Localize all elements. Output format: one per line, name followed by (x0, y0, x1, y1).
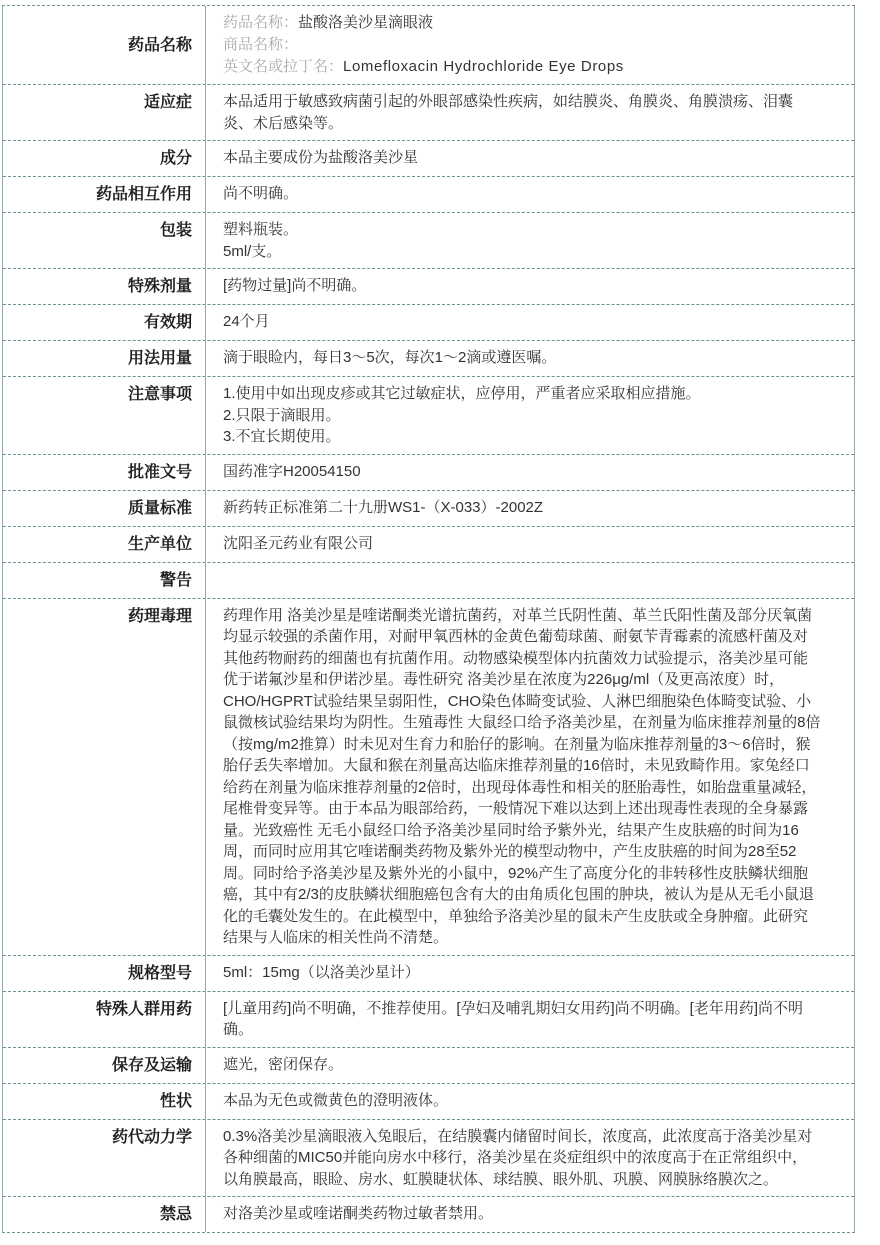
packaging-line: 塑料瓶装。 (223, 221, 299, 238)
row-label: 用法用量 (3, 341, 206, 376)
row-label: 药代动力学 (3, 1120, 206, 1197)
row-content: 国药准字H20054150 (223, 462, 361, 480)
row-content: 尚不明确。 (223, 185, 299, 202)
row-content: 沈阳圣元药业有限公司 (223, 534, 374, 552)
row-label: 质量标准 (3, 491, 206, 526)
row-content: 24个月 (223, 313, 270, 330)
row-label: 生产单位 (3, 527, 206, 562)
table-row-precautions (3, 376, 854, 454)
row-label: 特殊剂量 (3, 269, 206, 304)
field-key: 药品名称： (223, 14, 299, 31)
row-content: 遮光，密闭保存。 (223, 1055, 344, 1073)
row-content: 5ml：15mg（以洛美沙星计） (223, 963, 420, 981)
table-row-pharmacokinetics (3, 1119, 854, 1197)
field-value: Lomefloxacin Hydrochloride Eye Drops (343, 58, 624, 75)
row-label: 适应症 (3, 85, 206, 140)
table-row-contraindications (3, 1196, 854, 1232)
precaution-line: 1.使用中如出现皮疹或其它过敏症状，应停用，严重者应采取相应措施。 (223, 385, 701, 402)
row-content: [药物过量]尚不明确。 (223, 277, 367, 294)
row-label: 有效期 (3, 305, 206, 340)
drug-info-table (2, 5, 855, 1233)
english-name-line (223, 56, 821, 78)
field-value: 盐酸洛美沙星滴眼液 (298, 14, 434, 31)
row-content (206, 6, 854, 84)
row-content: 新药转正标准第二十九册WS1-（X-033）-2002Z (223, 498, 544, 516)
row-label: 规格型号 (3, 956, 206, 991)
table-row-drug-name (3, 6, 854, 84)
table-row-dosage-usage (3, 340, 854, 376)
table-row-specification (3, 955, 854, 991)
row-label: 包装 (3, 213, 206, 268)
table-row-ingredients (3, 140, 854, 176)
table-row-drug-interactions (3, 176, 854, 212)
field-key: 英文名或拉丁名： (223, 58, 344, 75)
row-label: 禁忌 (3, 1197, 206, 1232)
drug-name-line (223, 12, 821, 34)
precaution-line: 3.不宜长期使用。 (223, 428, 341, 445)
row-label: 性状 (3, 1084, 206, 1119)
table-row-manufacturer (3, 526, 854, 562)
row-label: 药品相互作用 (3, 177, 206, 212)
table-row-storage-transport (3, 1047, 854, 1083)
table-row-special-populations (3, 991, 854, 1047)
table-row-pharmacology-toxicology (3, 598, 854, 955)
table-row-quality-standard (3, 490, 854, 526)
row-content: 本品主要成份为盐酸洛美沙星 (223, 149, 419, 166)
row-content (206, 563, 854, 598)
row-content (206, 377, 854, 454)
table-row-indications (3, 84, 854, 140)
table-row-special-dosage (3, 268, 854, 304)
row-content: 对洛美沙星或喹诺酮类药物过敏者禁用。 (223, 1205, 494, 1222)
row-content: 本品适用于敏感致病菌引起的外眼部感染性疾病，如结膜炎、角膜炎、角膜溃疡、泪囊炎、术后感染等。 (223, 93, 794, 132)
packaging-line: 5ml/支。 (223, 242, 282, 260)
trade-name-line (223, 34, 821, 56)
field-key: 商品名称： (223, 36, 299, 53)
row-label: 批准文号 (3, 455, 206, 490)
row-content: 本品为无色或微黄色的澄明液体。 (223, 1091, 449, 1109)
table-row-approval-number (3, 454, 854, 490)
row-label: 成分 (3, 141, 206, 176)
row-content (206, 213, 854, 268)
table-row-warning (3, 562, 854, 598)
row-content: 药理作用 洛美沙星是喹诺酮类光谱抗菌药，对革兰氏阴性菌、革兰氏阳性菌及部分厌氧菌均显示较强的杀菌作用，对耐甲氧西林的金黄色葡萄球菌、耐氨苄青霉素的流感杆菌及对其他药物耐药的细菌也有抗菌作用。动物感染模型体内抗菌效力试验提示，洛美沙星可能优于诺氟沙星和伊诺沙星。毒性研究 洛美沙星在浓度为226μg/ml（及更高浓度）时，CHO/HGPRT试验结果呈弱阳性，CHO染色体畸变试验、人淋巴细胞染色体畸变试验、小鼠微核试验结果均为阴性。生殖毒性 大鼠经口给予洛美沙星，在剂量为临床推荐剂量的8倍（按mg/m2推算）时未见对生育力和胎仔的影响。在剂量为临床推荐剂量的3～6倍时，猴胎仔丢失率增加。大鼠和猴在剂量高达临床推荐剂量的16倍时，未见致畸作用。家兔经口给药在剂量为临床推荐剂量的2倍时，出现母体毒性和相关的胚胎毒性，如胎盘重量减轻，尾椎骨变异等。由于本品为眼部给药，一般情况下难以达到上述出现毒性表现的全身暴露量。光致癌性 无毛小鼠经口给予洛美沙星同时给予紫外光，结果产生皮肤癌的时间为16周，而同时应用其它喹诺酮类药物及紫外光的模型动物中，产生皮肤癌的时间为28至52周。同时给予洛美沙星及紫外光的小鼠中，92%产生了高度分化的非转移性皮肤鳞状细胞癌，其中有2/3的皮肤鳞状细胞癌包含有大的由角质化包围的肿块，被认为是从无毛小鼠退化的毛囊处发生的。在此模型中，单独给予洛美沙星的鼠未产生皮肤或全身肿瘤。此研究结果与人临床的相关性尚不清楚。 (223, 606, 821, 946)
row-content: 0.3%洛美沙星滴眼液入兔眼后，在结膜囊内储留时间长，浓度高，此浓度高于洛美沙星对各种细菌的MIC50并能向房水中移行，洛美沙星在炎症组织中的浓度高于在正常组织中，以角膜最高，眼睑、房水、虹膜睫状体、球结膜、眼外肌、巩膜、网膜脉络膜次之。 (223, 1127, 813, 1188)
row-content: [儿童用药]尚不明确，不推荐使用。[孕妇及哺乳期妇女用药]尚不明确。[老年用药]尚不明确。 (223, 999, 804, 1038)
row-label: 药品名称 (3, 6, 206, 84)
precaution-line: 2.只限于滴眼用。 (223, 406, 341, 424)
row-label: 警告 (3, 563, 206, 598)
row-label: 药理毒理 (3, 599, 206, 955)
table-row-appearance (3, 1083, 854, 1119)
table-row-shelf-life (3, 304, 854, 340)
row-label: 特殊人群用药 (3, 992, 206, 1047)
row-content: 滴于眼睑内，每日3～5次，每次1～2滴或遵医嘱。 (223, 349, 557, 366)
row-label: 注意事项 (3, 377, 206, 454)
table-row-packaging (3, 212, 854, 268)
row-label: 保存及运输 (3, 1048, 206, 1083)
